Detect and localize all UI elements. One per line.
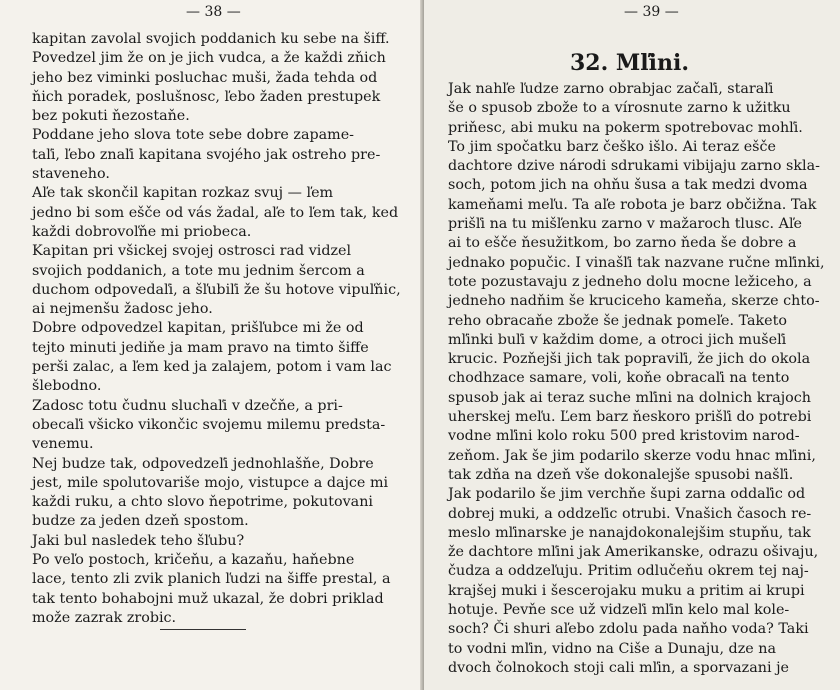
chapter-title: 32. Mľini. (570, 50, 690, 76)
page-text (32, 30, 404, 628)
text-line: každi ruku, a chto slovo ňepotrime, pokutovani (32, 494, 373, 511)
text-line: Nej budze tak, odpovedzeľi jednohlašňe, Dobre (32, 455, 374, 472)
text-line: prišľi na tu mišľenku zarno v mažaroch tlusc. Aľe (448, 216, 803, 233)
text-line: tak zdňa na dzeň vše dokonalejše spusobi našľi. (448, 466, 794, 483)
text-line: duchom odpovedaľi, a šľubiľi že šu hotove vipuľňic, (32, 281, 401, 298)
text-line: Jaki bul nasledek teho šľubu? (32, 532, 245, 549)
text-line: jeho bez viminki posluchac muši, žada tehda od (32, 69, 378, 86)
page-number: — 38 — (186, 4, 241, 20)
text-line: ai to ešče ňesužitkom, bo zarno ňeda še dobre a (448, 235, 797, 252)
text-line: Po veľo postoch, kričeňu, a kazaňu, haňebne (32, 552, 355, 569)
text-line: svojich poddanich, a tote mu jednim šercom a (32, 262, 365, 279)
end-rule (160, 629, 246, 630)
text-line: tak tento bohabojni muž ukazal, že dobri priklad (32, 590, 384, 607)
text-line: bez pokuti ňezostaňe. (32, 108, 190, 125)
text-line: Zadosc totu čudnu sluchaľi v dzečňe, a pri- (32, 397, 343, 414)
text-line: perši zalac, a ľem ked ja zalajem, potom i vam lac (32, 359, 392, 376)
text-line: každi dobrovoľňe mi priobeca. (32, 223, 252, 240)
text-line: soch? Či shuri aľebo zdolu pada naňho voda? Taki (448, 621, 809, 638)
page-number: — 39 — (624, 4, 679, 20)
text-line: hotuje. Pevňe sce už vidzeľi mľin kelo mal kole- (448, 602, 790, 619)
text-line: jedneho nadňim še kruciceho kameňa, skerze chto- (448, 293, 820, 310)
text-line: krajšej muki i šescerojaku muku a pritim ai krupi (448, 582, 805, 599)
text-line: uherskej meľu. Ľem barz ňeskoro prišľi do potrebi (448, 409, 812, 426)
text-line: to vodni mľin, vidno na Ciše a Dunaju, dze na (448, 640, 776, 657)
text-line: staveneho. (32, 166, 110, 183)
text-line: reho obracaňe zbože še jednak pomeľe. Taketo (448, 312, 787, 329)
text-line: budze za jeden dzeň spostom. (32, 513, 249, 530)
text-line: že dachtore mľini jak Amerikanske, odrazu ošivaju, (448, 544, 819, 561)
text-line: venemu. (32, 436, 94, 453)
text-line: priňesc, abi muku na pokerm spotrebovac mohľi. (448, 119, 803, 136)
text-line: jednako popučic. I vinašľi tak nazvane ručne mľinki, (448, 254, 825, 271)
text-line: može zazrak zrobic. (32, 609, 177, 626)
text-line: jest, mile spolutovariše mojo, vistupce a dajce mi (32, 474, 389, 491)
text-line: dachtore dzive národi sdrukami vibijaju zarno skla- (448, 158, 820, 175)
text-line: soch, potom jich na ohňu šusa a tak medzi dvoma (448, 177, 808, 194)
text-line: jedno bi som ešče od vás žadal, aľe to ľem tak, ked (32, 204, 399, 221)
text-line: tejto minuti jediňe ja mam pravo na timto šiffe (32, 339, 369, 356)
text-line: Aľe tak skončil kapitan rozkaz svuj — ľem (32, 185, 334, 202)
text-line: krucic. Pozňejši jich tak popraviľi, že jich do okola (448, 351, 811, 368)
text-line: chodhzace samare, voli, koňe obracaľi na tento (448, 370, 790, 387)
text-line: kameňami meľu. Ta aľe robota je barz občižna. Tak (448, 196, 817, 213)
text-line: Povedzel jim že on je jich vudca, a že každi zňich (32, 50, 386, 67)
text-line: kapitan zavolal svojich poddanich ku sebe na šiff. (32, 31, 390, 47)
text-line: ňich poradek, poslušnosc, ľebo žaden prestupek (32, 88, 381, 105)
text-line: taľi, ľebo znaľi kapitana svojého jak ostreho pre- (32, 146, 381, 163)
text-line: spusob jak ai teraz suche mľini na dolnich krajoch (448, 389, 811, 406)
text-line: Jak nahľe ľudze zarno obrabjac začaľi, staraľi (448, 81, 774, 97)
text-line: dvoch čolnokoch stoji cali mľin, a sporvazani je (448, 659, 789, 676)
text-line: še o spusob zbože to a vírosnute zarno k užitku (448, 100, 791, 117)
text-line: dobrej muki, a oddzeľic otrubi. Vnašich časoch re- (448, 505, 812, 522)
text-line: Poddane jeho slova tote sebe dobre zapame- (32, 127, 354, 144)
text-line: Dobre odpovedzel kapitan, prišľubce mi že od (32, 320, 364, 337)
text-line: tote pozustavaju z jedneho dolu mocne ležiceho, a (448, 273, 812, 290)
text-line: šlebodno. (32, 378, 102, 395)
text-line: obecaľi všicko vikončic svojemu milemu predsta- (32, 416, 386, 433)
page-text (448, 80, 825, 678)
text-line: lace, tento zli zvik planich ľudzi na šiffe prestal, a (32, 571, 391, 588)
text-line: čudza a oddzeľuju. Pritim odlučeňu okrem tej naj- (448, 563, 809, 580)
text-line: Jak podarilo še jim verchňe šupi zarna oddaľic od (448, 486, 806, 503)
text-line: ai nejmenšu žadosc jeho. (32, 301, 213, 318)
text-line: zeňom. Jak še jim podarilo skerze vodu hnac mľini, (448, 447, 816, 464)
text-line: mľinki buľi v každim dome, a otroci jich mušeľi (448, 331, 787, 348)
text-line: meslo mľinarske je nanajdokonalejšim stupňu, tak (448, 524, 811, 541)
text-line: Kapitan pri všickej svojej ostrosci rad vidzel (32, 243, 352, 260)
text-line: To jim spočatku barz češko išlo. Ai teraz ešče (448, 138, 776, 155)
right-page (424, 0, 840, 690)
text-line: vodne mľini kolo roku 500 pred kristovim narod- (448, 428, 800, 445)
